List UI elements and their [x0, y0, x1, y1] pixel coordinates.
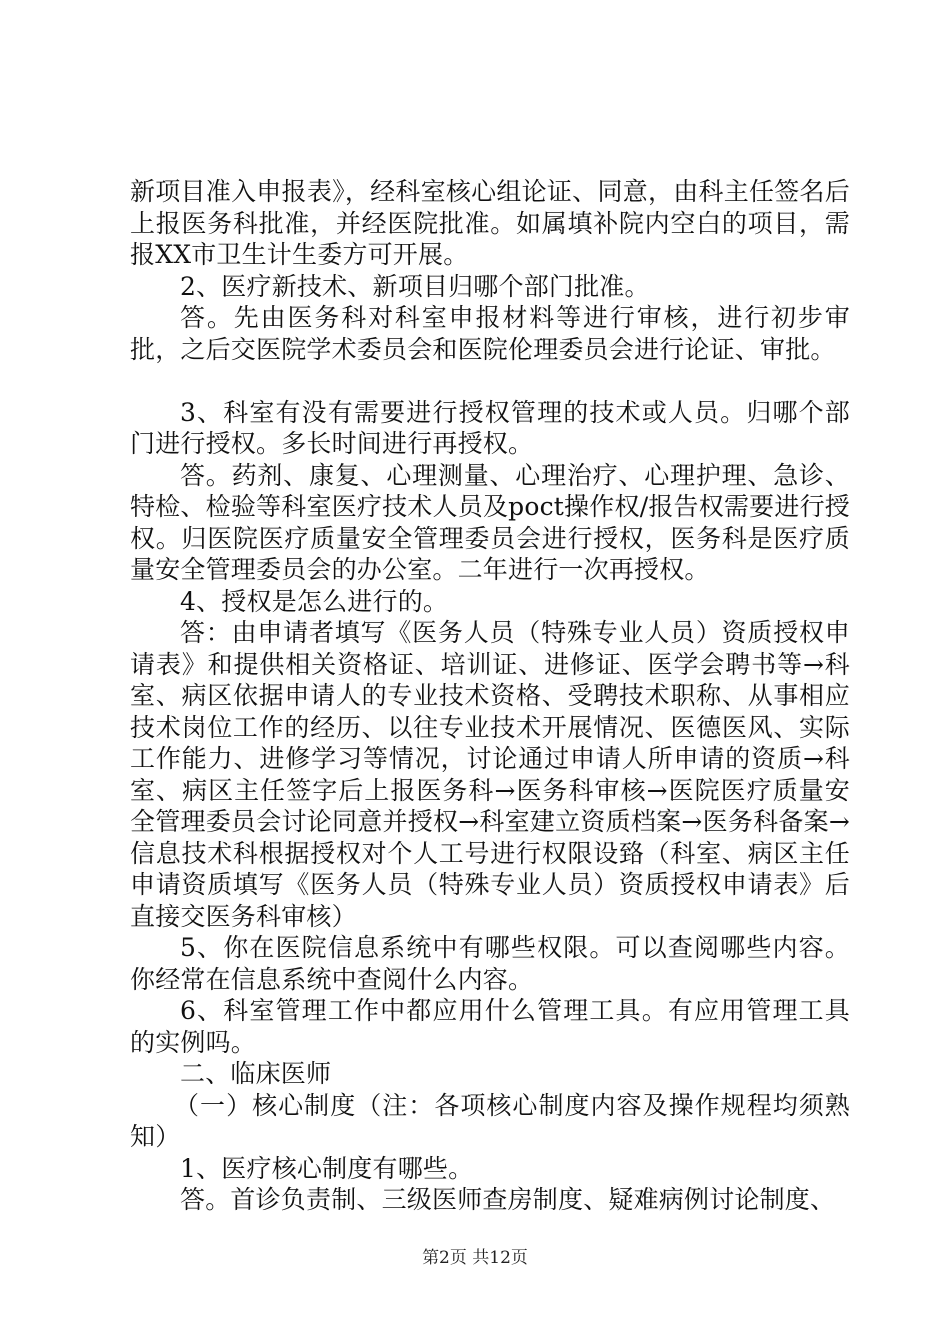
blank-line: [130, 365, 850, 397]
section-heading: 二、临床医师: [180, 1059, 332, 1088]
answer-4: 答：由申请者填写《医务人员（特殊专业人员）资质授权申请表》和提供相关资格证、培训证、进修证、医学会聘书等→科室、病区依据申请人的专业技术资格、受聘技术职称、从事相应技术岗位工作的经历、以往专业技术开展情况、医德医风、实际工作能力、进修学习等情况，讨论通过申请人所申请的资质→科室、病区主任签字后上报医务科→医务科审核→医院医疗质量安全管理委员会讨论同意并授权→科室建立资质档案→医务科备案→信息技术科根据授权对个人工号进行权限设臵（科室、病区主任申请资质填写《医务人员（特殊专业人员）资质授权申请表》后直接交医务科审核）: [130, 618, 850, 931]
question-4: 4、授权是怎么进行的。: [180, 586, 449, 616]
answer-3: 答。药剂、康复、心理测量、心理治疗、心理护理、急诊、特检、检验等科室医疗技术人员及poct操作权/报告权需要进行授权。归医院医疗质量安全管理委员会进行授权，医务科是医疗质量安全管理委员会的办公室。二年进行一次再授权。: [130, 460, 850, 584]
paragraph-continuation: 新项目准入申报表》，经科室核心组论证、同意，由科主任签名后上报医务科批准，并经医院批准。如属填补院内空白的项目，需报XX市卫生计生委方可开展。: [130, 177, 850, 269]
subsection-heading: （一）核心制度（注：各项核心制度内容及操作规程均须熟知）: [130, 1090, 850, 1151]
answer-2: 答。先由医务科对科室申报材料等进行审核，进行初步审批，之后交医院学术委员会和医院伦理委员会进行论证、审批。: [130, 303, 850, 364]
question-5: 5、你在医院信息系统中有哪些权限。可以查阅哪些内容。你经常在信息系统中查阅什么内容。: [130, 933, 850, 994]
question-6: 6、科室管理工作中都应用什么管理工具。有应用管理工具的实例吗。: [130, 996, 850, 1057]
question-3: 3、科室有没有需要进行授权管理的技术或人员。归哪个部门进行授权。多长时间进行再授权。: [130, 397, 850, 458]
page-footer: 第2页 共12页: [422, 1248, 528, 1268]
document-body: [130, 176, 850, 1216]
answer-core-1: 答。首诊负责制、三级医师查房制度、疑难病例讨论制度、: [180, 1185, 836, 1214]
question-core-1: 1、医疗核心制度有哪些。: [180, 1153, 474, 1183]
question-2: 2、医疗新技术、新项目归哪个部门批准。: [180, 271, 650, 301]
